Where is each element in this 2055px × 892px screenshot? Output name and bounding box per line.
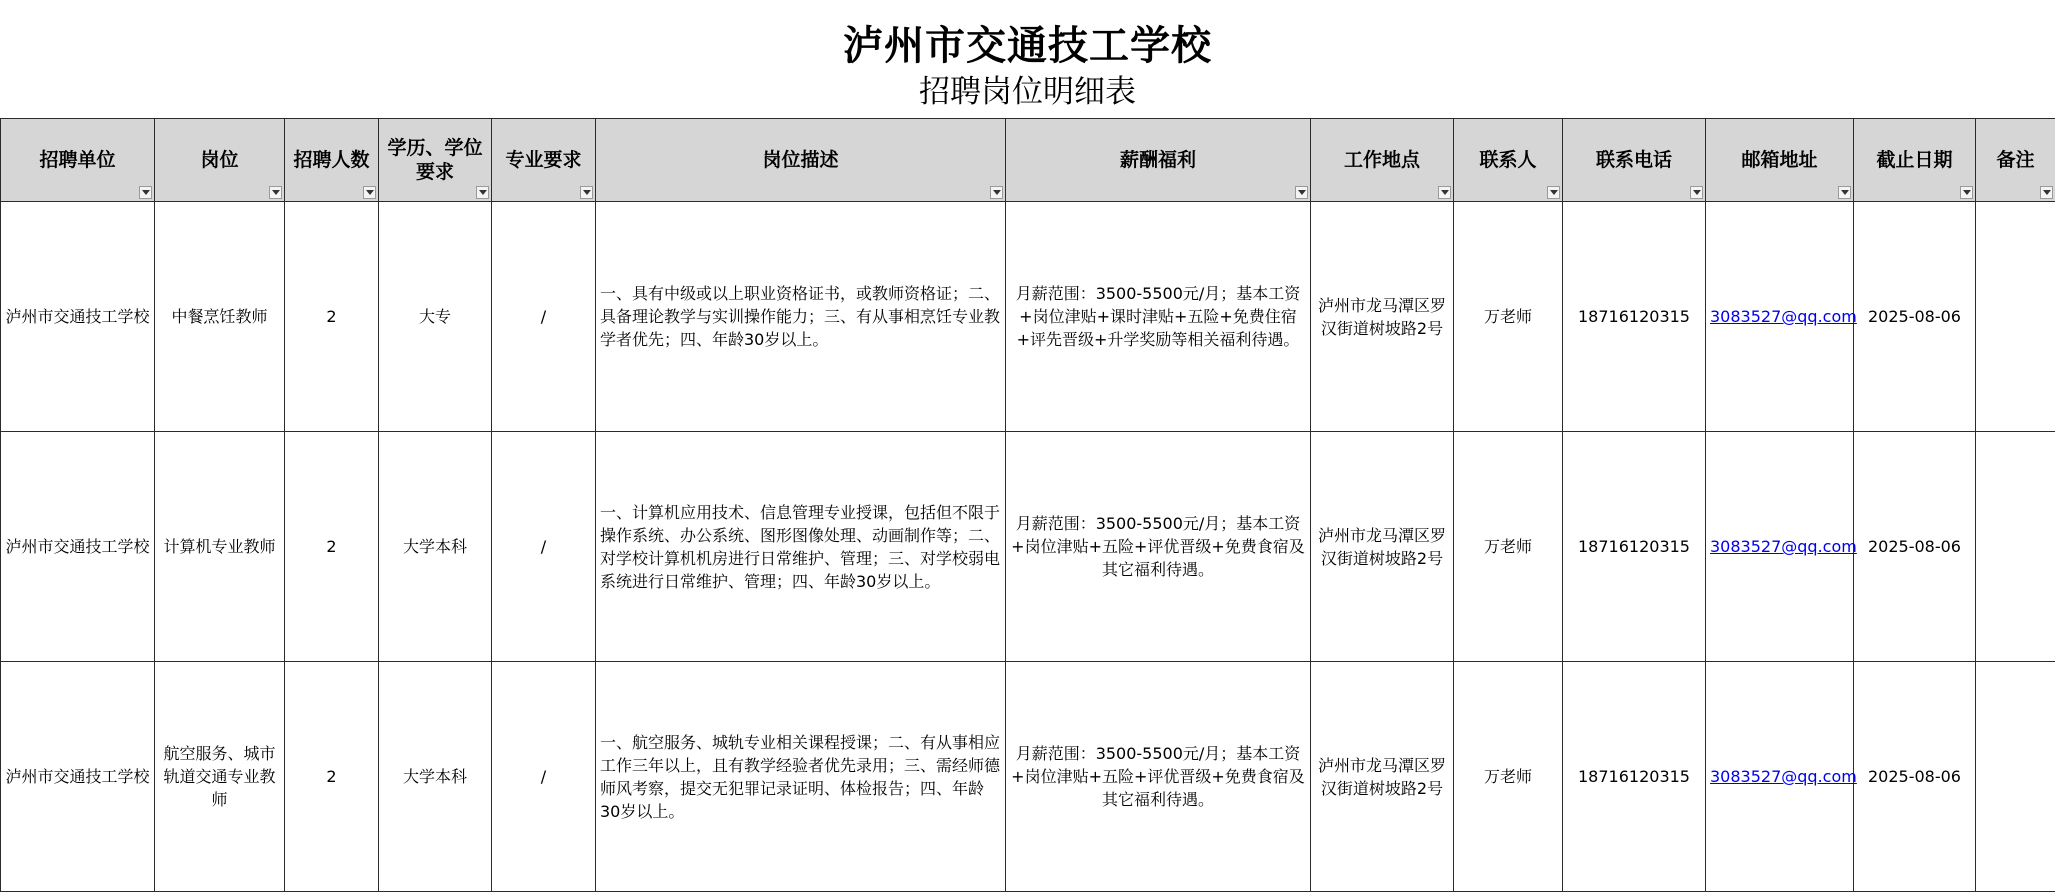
cell-email[interactable]	[1706, 662, 1857, 892]
filter-dropdown-icon[interactable]	[1438, 186, 1451, 199]
cell-position[interactable]: 航空服务、城市轨道交通专业教师	[155, 662, 285, 892]
cell-salary[interactable]: 月薪范围：3500-5500元/月；基本工资+岗位津贴+五险+评优晋级+免费食宿及其它福利待遇。	[1006, 432, 1311, 662]
cell-email[interactable]	[1706, 202, 1857, 432]
cell-unit[interactable]: 泸州市交通技工学校	[1, 432, 155, 662]
cell-deadline[interactable]: 2025-08-06	[1854, 202, 1976, 432]
email-link[interactable]: 3083527@qq.com	[1710, 307, 1857, 326]
recruitment-table	[0, 118, 2055, 892]
filter-dropdown-icon[interactable]	[990, 186, 1003, 199]
filter-dropdown-icon[interactable]	[1838, 186, 1851, 199]
email-link[interactable]: 3083527@qq.com	[1710, 537, 1857, 556]
col-header-position: 岗位	[155, 119, 285, 202]
page-subtitle: 招聘岗位明细表	[919, 74, 1136, 110]
header-row	[1, 119, 2055, 202]
filter-dropdown-icon[interactable]	[476, 186, 489, 199]
filter-dropdown-icon[interactable]	[269, 186, 282, 199]
title-block	[0, 0, 2055, 118]
cell-unit[interactable]: 泸州市交通技工学校	[1, 662, 155, 892]
cell-description[interactable]: 一、计算机应用技术、信息管理专业授课，包括但不限于操作系统、办公系统、图形图像处理、动画制作等；二、对学校计算机机房进行日常维护、管理；三、对学校弱电系统进行日常维护、管理；四、年龄30岁以上。	[596, 432, 1006, 662]
cell-note[interactable]	[1976, 662, 2055, 892]
cell-education[interactable]: 大学本科	[379, 662, 492, 892]
cell-description[interactable]: 一、航空服务、城轨专业相关课程授课；二、有从事相应工作三年以上，且有教学经验者优先录用；三、需经师德师风考察，提交无犯罪记录证明、体检报告；四、年龄30岁以上。	[596, 662, 1006, 892]
cell-phone[interactable]: 18716120315	[1563, 202, 1706, 432]
cell-count[interactable]: 2	[285, 662, 379, 892]
cell-note[interactable]	[1976, 202, 2055, 432]
cell-salary[interactable]: 月薪范围：3500-5500元/月；基本工资+岗位津贴+五险+评优晋级+免费食宿及其它福利待遇。	[1006, 662, 1311, 892]
col-header-deadline: 截止日期	[1854, 119, 1976, 202]
email-link[interactable]: 3083527@qq.com	[1710, 767, 1857, 786]
filter-dropdown-icon[interactable]	[2040, 186, 2053, 199]
cell-major[interactable]: /	[492, 202, 596, 432]
filter-dropdown-icon[interactable]	[1295, 186, 1308, 199]
col-header-phone: 联系电话	[1563, 119, 1706, 202]
cell-email[interactable]	[1706, 432, 1857, 662]
cell-major[interactable]: /	[492, 432, 596, 662]
col-header-description: 岗位描述	[596, 119, 1006, 202]
col-header-salary: 薪酬福利	[1006, 119, 1311, 202]
col-header-note: 备注	[1976, 119, 2055, 202]
cell-description[interactable]: 一、具有中级或以上职业资格证书，或教师资格证；二、具备理论教学与实训操作能力；三、有从事相烹饪专业教学者优先；四、年龄30岁以上。	[596, 202, 1006, 432]
cell-contact[interactable]: 万老师	[1454, 662, 1563, 892]
filter-dropdown-icon[interactable]	[1960, 186, 1973, 199]
filter-dropdown-icon[interactable]	[139, 186, 152, 199]
cell-phone[interactable]: 18716120315	[1563, 432, 1706, 662]
col-header-email: 邮箱地址	[1706, 119, 1854, 202]
cell-major[interactable]: /	[492, 662, 596, 892]
filter-dropdown-icon[interactable]	[1547, 186, 1560, 199]
cell-contact[interactable]: 万老师	[1454, 202, 1563, 432]
cell-deadline[interactable]: 2025-08-06	[1854, 432, 1976, 662]
filter-dropdown-icon[interactable]	[1690, 186, 1703, 199]
cell-location[interactable]: 泸州市龙马潭区罗汉街道树坡路2号	[1311, 432, 1454, 662]
cell-salary[interactable]: 月薪范围：3500-5500元/月；基本工资+岗位津贴+课时津贴+五险+免费住宿+评先晋级+升学奖励等相关福利待遇。	[1006, 202, 1311, 432]
cell-deadline[interactable]: 2025-08-06	[1854, 662, 1976, 892]
col-header-contact: 联系人	[1454, 119, 1563, 202]
col-header-location: 工作地点	[1311, 119, 1454, 202]
table-row	[1, 202, 2055, 432]
cell-contact[interactable]: 万老师	[1454, 432, 1563, 662]
col-header-unit: 招聘单位	[1, 119, 155, 202]
cell-location[interactable]: 泸州市龙马潭区罗汉街道树坡路2号	[1311, 662, 1454, 892]
cell-education[interactable]: 大专	[379, 202, 492, 432]
table-row	[1, 662, 2055, 892]
cell-education[interactable]: 大学本科	[379, 432, 492, 662]
filter-dropdown-icon[interactable]	[580, 186, 593, 199]
cell-note[interactable]	[1976, 432, 2055, 662]
filter-dropdown-icon[interactable]	[363, 186, 376, 199]
cell-location[interactable]: 泸州市龙马潭区罗汉街道树坡路2号	[1311, 202, 1454, 432]
cell-position[interactable]: 计算机专业教师	[155, 432, 285, 662]
cell-phone[interactable]: 18716120315	[1563, 662, 1706, 892]
cell-count[interactable]: 2	[285, 432, 379, 662]
col-header-count: 招聘人数	[285, 119, 379, 202]
cell-count[interactable]: 2	[285, 202, 379, 432]
table-row	[1, 432, 2055, 662]
col-header-education: 学历、学位要求	[379, 119, 492, 202]
cell-position[interactable]: 中餐烹饪教师	[155, 202, 285, 432]
col-header-major: 专业要求	[492, 119, 596, 202]
cell-unit[interactable]: 泸州市交通技工学校	[1, 202, 155, 432]
page-title: 泸州市交通技工学校	[843, 22, 1212, 69]
